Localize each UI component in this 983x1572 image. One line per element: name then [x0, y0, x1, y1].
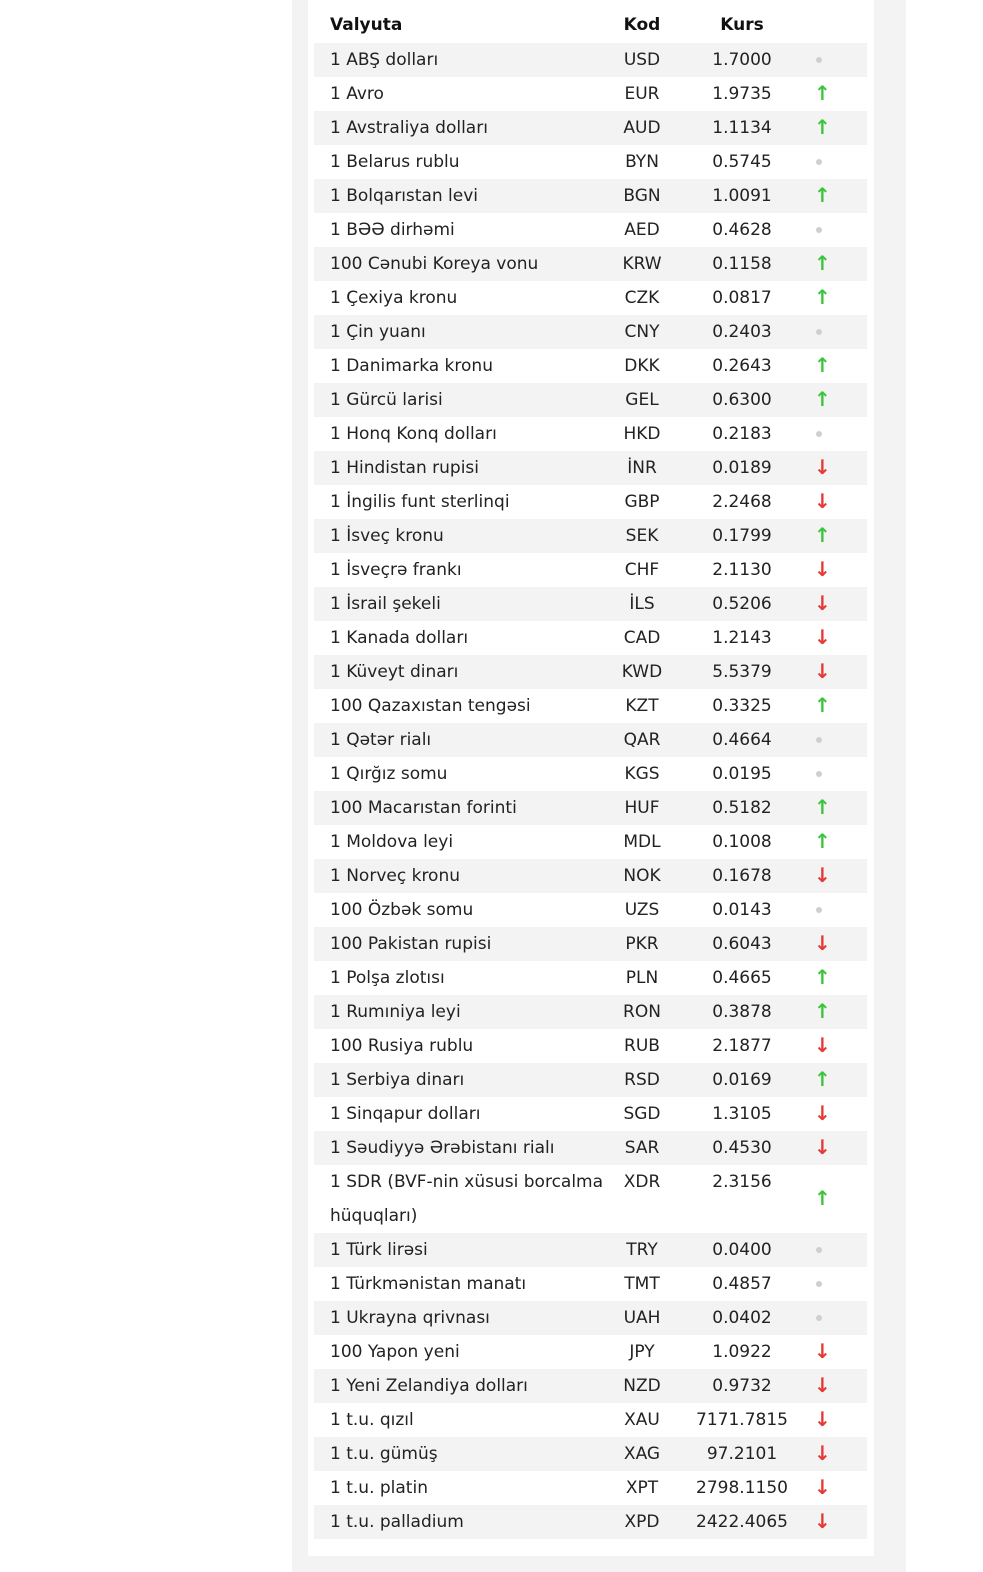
exchange-rate: 2.1130: [712, 560, 772, 580]
table-row: [314, 349, 867, 383]
currency-name: 1 Küveyt dinarı: [314, 655, 610, 689]
table-row: [314, 757, 867, 791]
exchange-rate: 1.7000: [674, 43, 810, 77]
table-row: [314, 451, 867, 485]
exchange-rate: 0.5745: [712, 152, 772, 172]
table-row: [314, 1029, 867, 1063]
arrow-up-icon: ↑: [814, 795, 831, 819]
exchange-rate: 0.6043: [674, 927, 810, 961]
table-row: [314, 655, 867, 689]
table-row: [314, 247, 867, 281]
trend-cell: [810, 383, 867, 417]
no-change-dot-icon: [816, 1315, 822, 1321]
currency-name: 1 Honq Konq dolları: [330, 424, 497, 444]
trend-cell: [810, 349, 867, 383]
table-row: [314, 621, 867, 655]
arrow-down-icon: ↓: [814, 455, 831, 479]
arrow-down-icon: ↓: [814, 1339, 831, 1363]
currency-code: GBP: [624, 492, 660, 512]
trend-cell: [810, 995, 867, 1029]
currency-code: GEL: [610, 383, 674, 417]
arrow-up-icon: ↑: [814, 353, 831, 377]
currency-name: 1 Gürcü larisi: [314, 383, 610, 417]
exchange-rate: 0.4664: [674, 723, 810, 757]
table-body: [314, 43, 867, 1539]
currency-code: RON: [610, 995, 674, 1029]
table-row: [314, 179, 867, 213]
exchange-rate: 97.2101: [674, 1437, 810, 1471]
currency-code: NOK: [610, 859, 674, 893]
currency-name: 1 Çin yuanı: [314, 315, 610, 349]
table-row: [314, 485, 867, 519]
currency-code: BYN: [625, 152, 659, 172]
exchange-rate: 0.1008: [712, 832, 772, 852]
table-header-row: [314, 6, 867, 43]
no-change-dot-icon: [816, 431, 822, 437]
trend-cell: [810, 655, 867, 689]
no-change-dot-icon: [816, 159, 822, 165]
arrow-up-icon: ↑: [814, 523, 831, 547]
trend-cell: [810, 553, 867, 587]
table-row: [314, 859, 867, 893]
trend-cell: [810, 1335, 867, 1369]
exchange-rate: 2.2468: [712, 492, 772, 512]
trend-cell: [810, 213, 867, 247]
arrow-up-icon: ↑: [814, 251, 831, 275]
exchange-rate: 0.0195: [712, 764, 772, 784]
trend-cell: [810, 1233, 867, 1267]
trend-cell: [810, 757, 867, 791]
table-row: [314, 723, 867, 757]
arrow-up-icon: ↑: [814, 1186, 831, 1210]
currency-code: XPT: [625, 1478, 659, 1498]
table-row: [314, 553, 867, 587]
arrow-down-icon: ↓: [814, 1135, 831, 1159]
trend-cell: [810, 179, 867, 213]
exchange-rate: 0.1158: [674, 247, 810, 281]
currency-name: 100 Pakistan rupisi: [314, 927, 610, 961]
currency-name: 1 Moldova leyi: [330, 832, 454, 852]
exchange-rate: 0.0817: [712, 288, 772, 308]
arrow-down-icon: ↓: [814, 1033, 831, 1057]
currency-code: CAD: [623, 628, 661, 648]
currency-name: 1 İsveç kronu: [314, 519, 610, 553]
exchange-rate: 2798.1150: [696, 1478, 788, 1498]
exchange-rate: 1.3105: [712, 1104, 772, 1124]
currency-name: 100 Rusiya rublu: [330, 1036, 474, 1056]
exchange-rate: 0.4857: [712, 1274, 772, 1294]
no-change-dot-icon: [816, 1281, 822, 1287]
currency-code: DKK: [624, 356, 660, 376]
arrow-down-icon: ↓: [814, 557, 831, 581]
trend-cell: [810, 1165, 867, 1233]
exchange-rate: 0.2403: [674, 315, 810, 349]
column-header-code: Kod: [623, 14, 661, 35]
table-row: [314, 213, 867, 247]
table-row: [314, 417, 867, 451]
currency-code: PLN: [625, 968, 659, 988]
arrow-down-icon: ↓: [814, 1101, 831, 1125]
trend-cell: [810, 281, 867, 315]
table-row: [314, 961, 867, 995]
currency-code: XAU: [624, 1410, 660, 1430]
currency-name: 1 Serbiya dinarı: [314, 1063, 610, 1097]
no-change-dot-icon: [816, 771, 822, 777]
column-header-trend: [810, 6, 867, 43]
column-header-currency: Valyuta: [330, 14, 403, 35]
currency-code: CHF: [624, 560, 660, 580]
table-row: [314, 995, 867, 1029]
arrow-down-icon: ↓: [814, 1373, 831, 1397]
table-row: [314, 893, 867, 927]
currency-name: 1 Ukrayna qrivnası: [314, 1301, 610, 1335]
currency-name: 1 Avstraliya dolları: [314, 111, 610, 145]
currency-code: USD: [610, 43, 674, 77]
arrow-up-icon: ↑: [814, 1067, 831, 1091]
currency-name: 100 Qazaxıstan tengəsi: [330, 696, 531, 716]
table-row: [314, 519, 867, 553]
table-row: [314, 281, 867, 315]
table-row: [314, 1335, 867, 1369]
currency-code: HKD: [623, 424, 661, 444]
exchange-rate: 2.1877: [712, 1036, 772, 1056]
currency-name: 1 Belarus rublu: [330, 152, 460, 172]
trend-cell: [810, 111, 867, 145]
currency-code: QAR: [610, 723, 674, 757]
currency-code: CZK: [624, 288, 660, 308]
arrow-up-icon: ↑: [814, 387, 831, 411]
trend-cell: [810, 1437, 867, 1471]
currency-name: 1 Çexiya kronu: [330, 288, 458, 308]
currency-name: 1 t.u. palladium: [314, 1505, 610, 1539]
exchange-rate: 0.0400: [674, 1233, 810, 1267]
arrow-down-icon: ↓: [814, 625, 831, 649]
currency-code: AED: [624, 220, 660, 240]
trend-cell: [810, 587, 867, 621]
trend-cell: [810, 927, 867, 961]
table-row: [314, 1471, 867, 1505]
trend-cell: [810, 519, 867, 553]
no-change-dot-icon: [816, 907, 822, 913]
table-row: [314, 1267, 867, 1301]
table-row: [314, 1233, 867, 1267]
no-change-dot-icon: [816, 227, 822, 233]
currency-name: 1 Hindistan rupisi: [314, 451, 610, 485]
exchange-rate: 2422.4065: [674, 1505, 810, 1539]
trend-cell: [810, 451, 867, 485]
currency-code: HUF: [610, 791, 674, 825]
currency-code: JPY: [629, 1342, 655, 1362]
currency-code: UAH: [610, 1301, 674, 1335]
currency-code: İLS: [610, 587, 674, 621]
arrow-down-icon: ↓: [814, 1475, 831, 1499]
currency-name: 1 Bolqarıstan levi: [314, 179, 610, 213]
table-row: [314, 1063, 867, 1097]
currency-code: CNY: [610, 315, 674, 349]
currency-name: 1 Qətər rialı: [314, 723, 610, 757]
currency-code: TMT: [624, 1274, 660, 1294]
exchange-rate: 1.2143: [712, 628, 772, 648]
currency-code: NZD: [610, 1369, 674, 1403]
no-change-dot-icon: [816, 329, 822, 335]
arrow-up-icon: ↑: [814, 285, 831, 309]
table-row: [314, 1097, 867, 1131]
arrow-down-icon: ↓: [814, 1441, 831, 1465]
arrow-up-icon: ↑: [814, 965, 831, 989]
trend-cell: [810, 621, 867, 655]
exchange-rate: 0.0143: [712, 900, 772, 920]
arrow-down-icon: ↓: [814, 1509, 831, 1533]
currency-name: 100 Cənubi Koreya vonu: [314, 247, 610, 281]
currency-code: PKR: [610, 927, 674, 961]
arrow-up-icon: ↑: [814, 183, 831, 207]
currency-code: UZS: [624, 900, 660, 920]
column-header-rate: Kurs: [720, 14, 764, 35]
exchange-rate: 0.3878: [674, 995, 810, 1029]
no-change-dot-icon: [816, 57, 822, 63]
exchange-rate: 1.9735: [712, 84, 772, 104]
trend-cell: [810, 43, 867, 77]
exchange-rate: 0.4628: [712, 220, 772, 240]
trend-cell: [810, 1403, 867, 1437]
currency-name: 1 t.u. qızıl: [330, 1410, 414, 1430]
exchange-rate: 0.0402: [674, 1301, 810, 1335]
table-row: [314, 825, 867, 859]
currency-code: KZT: [625, 696, 659, 716]
arrow-down-icon: ↓: [814, 1407, 831, 1431]
trend-cell: [810, 1131, 867, 1165]
trend-cell: [810, 485, 867, 519]
exchange-rate: 0.2183: [712, 424, 772, 444]
currency-name: 1 t.u. platin: [330, 1478, 428, 1498]
no-change-dot-icon: [816, 737, 822, 743]
arrow-up-icon: ↑: [814, 829, 831, 853]
table-row: [314, 689, 867, 723]
exchange-rate: 1.0922: [712, 1342, 772, 1362]
table-row: [314, 111, 867, 145]
arrow-down-icon: ↓: [814, 931, 831, 955]
arrow-up-icon: ↑: [814, 81, 831, 105]
trend-cell: [810, 961, 867, 995]
currency-name: 1 İsveçrə frankı: [330, 560, 462, 580]
arrow-up-icon: ↑: [814, 693, 831, 717]
exchange-rate: 0.1799: [674, 519, 810, 553]
table-row: [314, 1165, 867, 1233]
arrow-down-icon: ↓: [814, 591, 831, 615]
exchange-rate: 0.2643: [712, 356, 772, 376]
exchange-rate: 0.0169: [674, 1063, 810, 1097]
currency-code: XDR: [623, 1172, 661, 1192]
exchange-rate: 1.0091: [674, 179, 810, 213]
currency-code: SAR: [610, 1131, 674, 1165]
exchange-rate: 0.3325: [712, 696, 772, 716]
table-row: [314, 1437, 867, 1471]
trend-cell: [810, 1267, 867, 1301]
trend-cell: [810, 893, 867, 927]
currency-name: 1 Kanada dolları: [330, 628, 469, 648]
trend-cell: [810, 1505, 867, 1539]
currency-name: 1 Danimarka kronu: [330, 356, 493, 376]
table-row: [314, 1505, 867, 1539]
exchange-rate: 0.9732: [674, 1369, 810, 1403]
trend-cell: [810, 1301, 867, 1335]
exchange-rate: 0.5182: [674, 791, 810, 825]
currency-code: KRW: [610, 247, 674, 281]
currency-name: 1 Türk lirəsi: [314, 1233, 610, 1267]
arrow-down-icon: ↓: [814, 489, 831, 513]
trend-cell: [810, 1097, 867, 1131]
currency-code: XAG: [610, 1437, 674, 1471]
arrow-down-icon: ↓: [814, 863, 831, 887]
currency-name: 1 Avro: [330, 84, 384, 104]
currency-name: 1 Norveç kronu: [314, 859, 610, 893]
trend-cell: [810, 1029, 867, 1063]
currency-code: AUD: [610, 111, 674, 145]
currency-name: 1 Rumıniya leyi: [314, 995, 610, 1029]
exchange-rate: 5.5379: [674, 655, 810, 689]
currency-code: SEK: [610, 519, 674, 553]
currency-code: EUR: [624, 84, 660, 104]
currency-code: SGD: [623, 1104, 661, 1124]
currency-name: 1 Qırğız somu: [330, 764, 448, 784]
trend-cell: [810, 689, 867, 723]
exchange-rate: 7171.7815: [696, 1410, 788, 1430]
currency-code: BGN: [610, 179, 674, 213]
currency-name: 100 Özbək somu: [330, 900, 474, 920]
exchange-rate: 0.1678: [674, 859, 810, 893]
currency-name: 1 İngilis funt sterlinqi: [330, 492, 510, 512]
exchange-rate: 1.1134: [674, 111, 810, 145]
exchange-rate: 0.4665: [712, 968, 772, 988]
currency-code: RSD: [610, 1063, 674, 1097]
trend-cell: [810, 417, 867, 451]
currency-code: TRY: [610, 1233, 674, 1267]
table-row: [314, 1131, 867, 1165]
currency-name: 1 Yeni Zelandiya dolları: [314, 1369, 610, 1403]
arrow-up-icon: ↑: [814, 999, 831, 1023]
currency-code: MDL: [623, 832, 661, 852]
currency-name: 1 Səudiyyə Ərəbistanı rialı: [314, 1131, 610, 1165]
trend-cell: [810, 77, 867, 111]
currency-name: 100 Macarıstan forinti: [314, 791, 610, 825]
arrow-up-icon: ↑: [814, 115, 831, 139]
table-row: [314, 1403, 867, 1437]
table-row: [314, 383, 867, 417]
table-row: [314, 1301, 867, 1335]
trend-cell: [810, 859, 867, 893]
exchange-rate: 0.5206: [674, 587, 810, 621]
currency-code: RUB: [624, 1036, 660, 1056]
table-row: [314, 927, 867, 961]
currency-name: 1 Sinqapur dolları: [330, 1104, 481, 1124]
trend-cell: [810, 791, 867, 825]
trend-cell: [810, 145, 867, 179]
table-row: [314, 145, 867, 179]
no-change-dot-icon: [816, 1247, 822, 1253]
currency-name: 100 Yapon yeni: [330, 1342, 460, 1362]
currency-name: 1 BƏƏ dirhəmi: [330, 220, 455, 240]
currency-name: 1 SDR (BVF-nin xüsusi borcalma hüquqları): [330, 1172, 604, 1226]
currency-name: 1 İsrail şekeli: [314, 587, 610, 621]
trend-cell: [810, 723, 867, 757]
exchange-rate: 2.3156: [712, 1172, 772, 1192]
exchange-rate: 0.6300: [674, 383, 810, 417]
trend-cell: [810, 315, 867, 349]
table-row: [314, 315, 867, 349]
currency-rates-table: [314, 6, 867, 1539]
table-row: [314, 43, 867, 77]
arrow-down-icon: ↓: [814, 659, 831, 683]
currency-rates-card: [308, 0, 874, 1556]
exchange-rate: 0.4530: [674, 1131, 810, 1165]
exchange-rate: 0.0189: [674, 451, 810, 485]
table-row: [314, 587, 867, 621]
table-row: [314, 1369, 867, 1403]
trend-cell: [810, 1471, 867, 1505]
trend-cell: [810, 1369, 867, 1403]
currency-code: İNR: [610, 451, 674, 485]
trend-cell: [810, 1063, 867, 1097]
trend-cell: [810, 825, 867, 859]
currency-name: 1 ABŞ dolları: [314, 43, 610, 77]
currency-name: 1 Polşa zlotısı: [330, 968, 445, 988]
table-row: [314, 77, 867, 111]
currency-name: 1 Türkmənistan manatı: [330, 1274, 527, 1294]
currency-code: XPD: [610, 1505, 674, 1539]
trend-cell: [810, 247, 867, 281]
currency-code: KGS: [624, 764, 660, 784]
table-row: [314, 791, 867, 825]
currency-name: 1 t.u. gümüş: [314, 1437, 610, 1471]
currency-code: KWD: [610, 655, 674, 689]
